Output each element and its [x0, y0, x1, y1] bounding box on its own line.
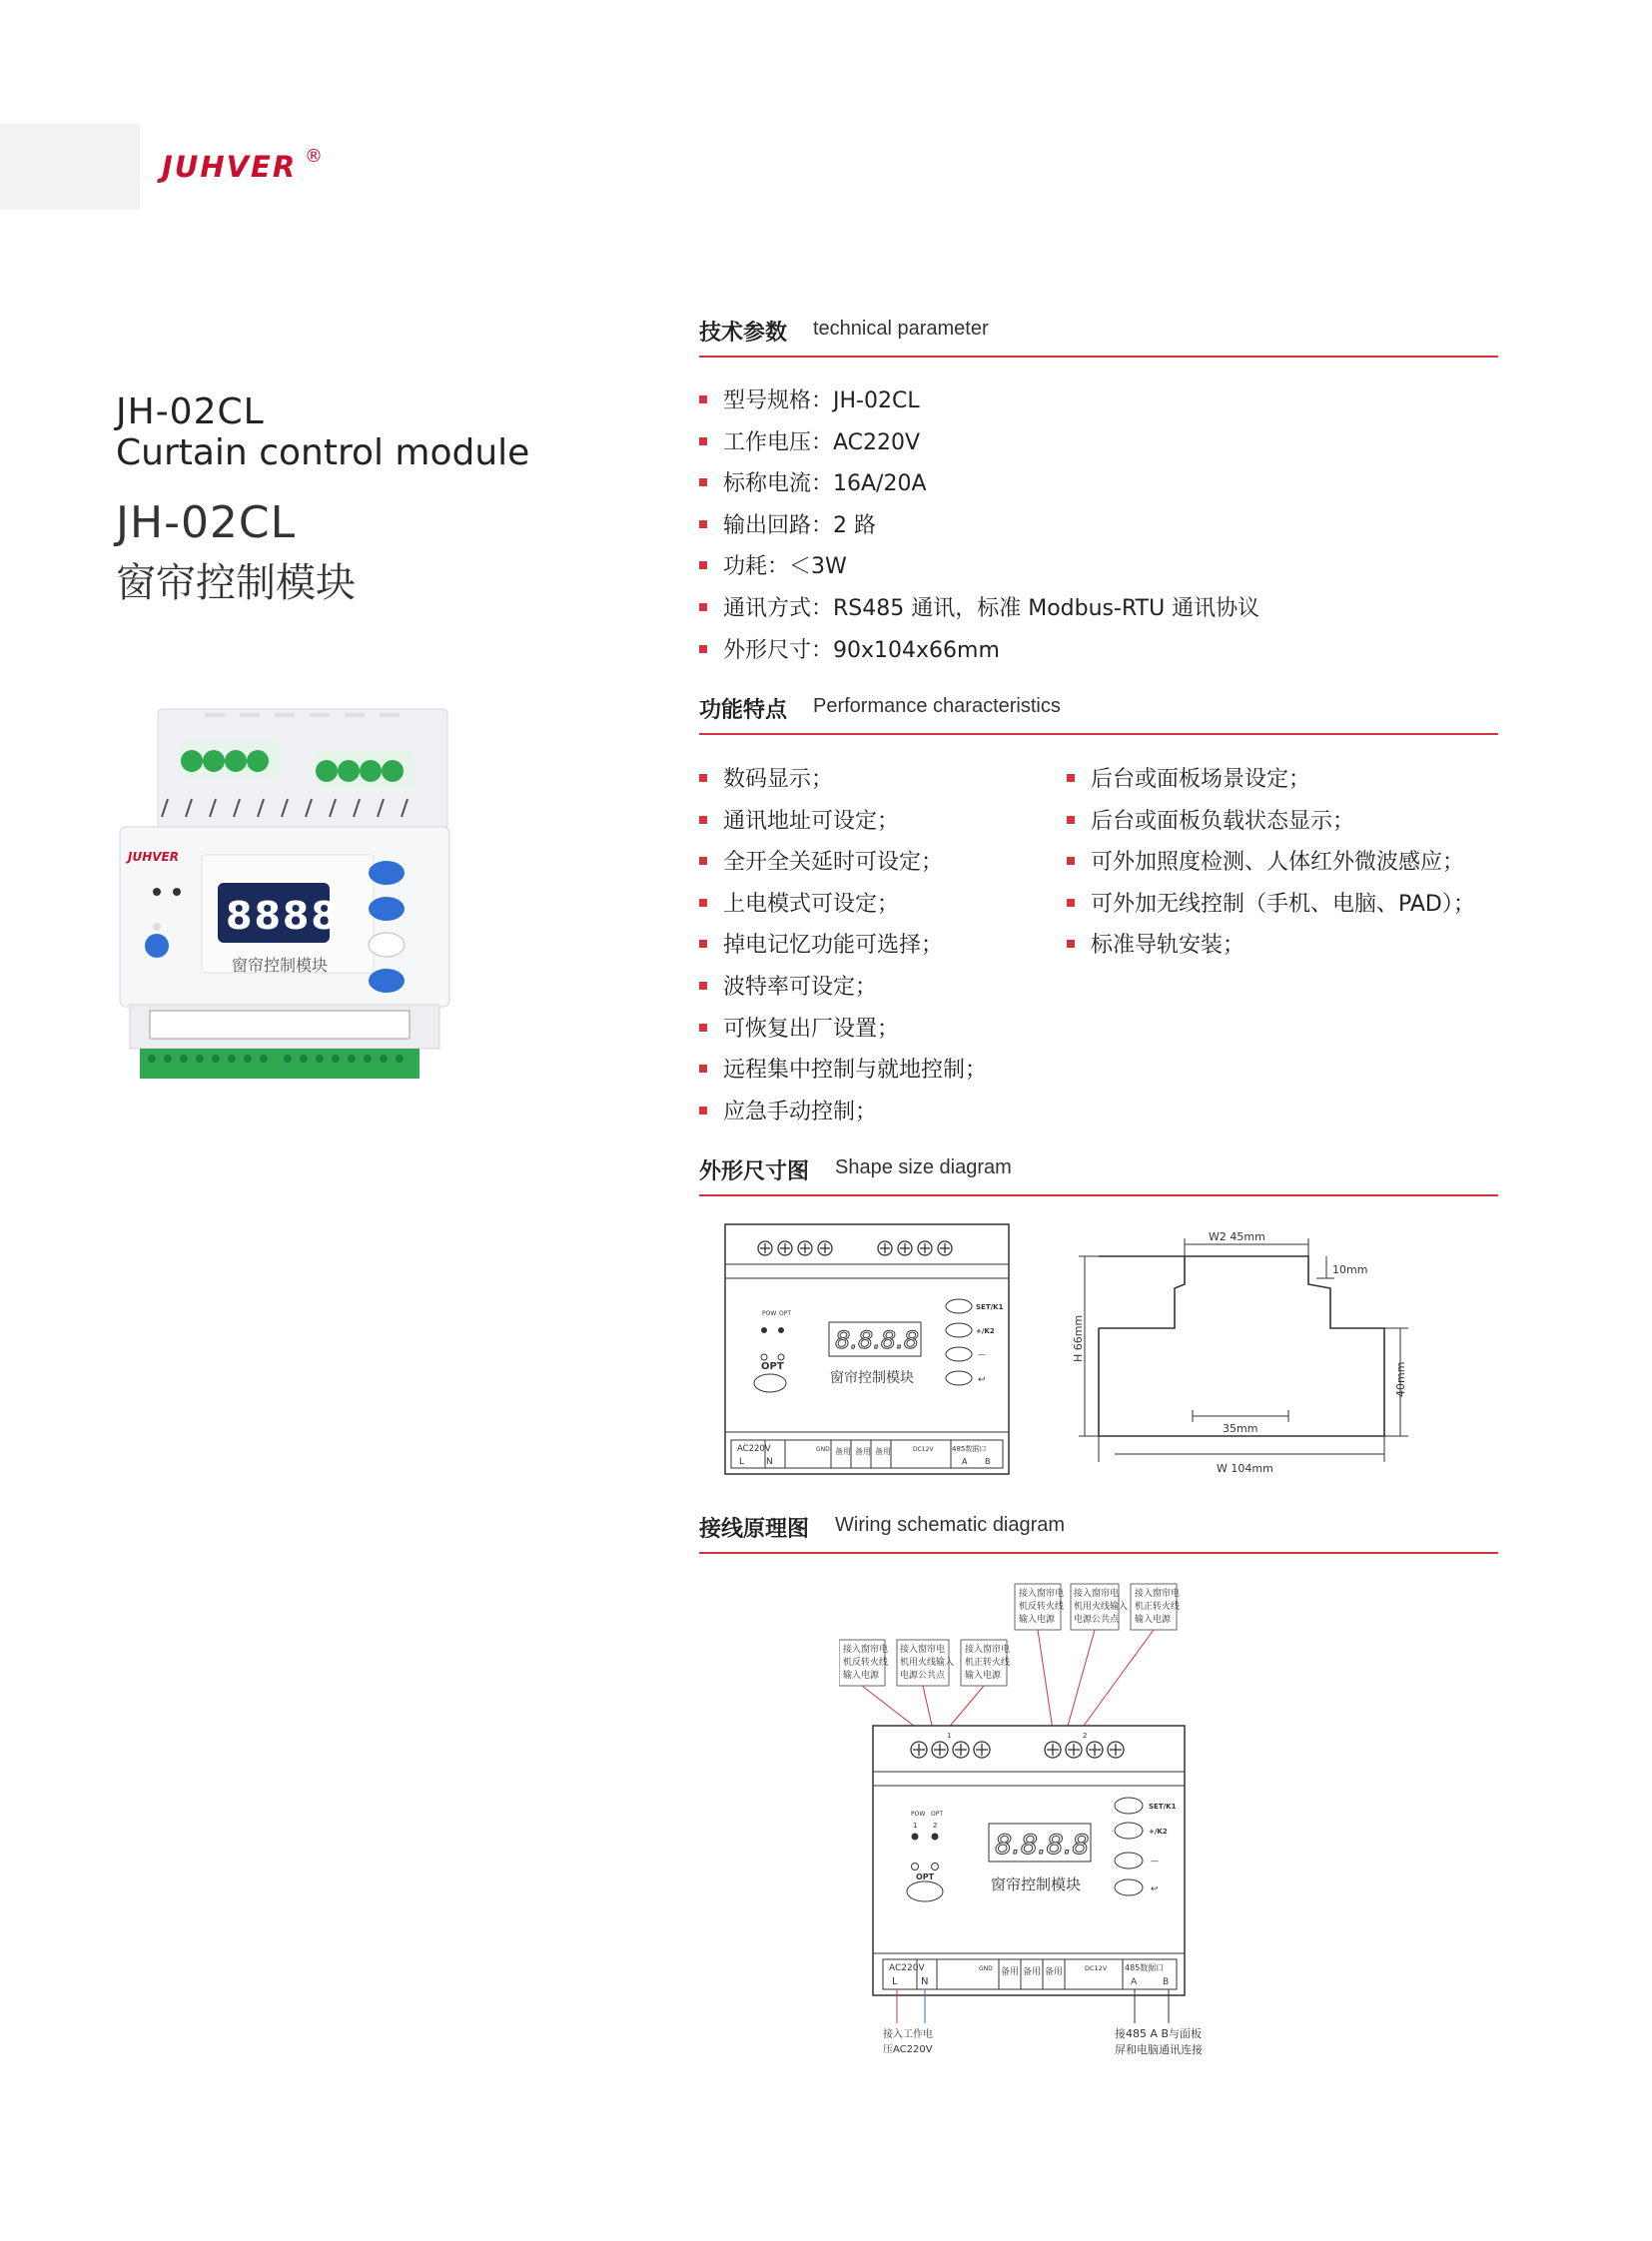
tech-item: 外形尺寸：90x104x66mm [699, 633, 1259, 675]
svg-text:DC12V: DC12V [1085, 1964, 1108, 1972]
feature-item: 可恢复出厂设置； [699, 1012, 987, 1054]
svg-text:B: B [1163, 1977, 1170, 1987]
feature-item: 全开全关延时可设定； [699, 845, 987, 887]
svg-text:JUHVER: JUHVER [128, 850, 179, 864]
dim-rail-width: 35mm [1223, 1422, 1258, 1435]
svg-text:A: A [1131, 1977, 1138, 1987]
svg-text:备用: 备用 [875, 1447, 891, 1456]
svg-text:备用: 备用 [855, 1447, 871, 1456]
svg-text:2: 2 [933, 1822, 938, 1830]
svg-text:输入电源: 输入电源 [843, 1671, 880, 1681]
svg-text:输入电源: 输入电源 [965, 1671, 1002, 1681]
svg-text:接入窗帘电: 接入窗帘电 [843, 1645, 889, 1655]
svg-text:DC12V: DC12V [913, 1446, 934, 1453]
svg-text:OPT: OPT [916, 1872, 935, 1881]
tech-title-en: technical parameter [813, 318, 989, 340]
feature-item: 后台或面板负载状态显示； [1067, 804, 1475, 846]
svg-text:1: 1 [947, 1732, 952, 1740]
feature-item: 数码显示； [699, 762, 987, 804]
svg-text:↩: ↩ [1151, 1884, 1159, 1894]
feature-item: 通讯地址可设定； [699, 804, 987, 846]
svg-text:OPT: OPT [931, 1811, 944, 1818]
dim-top-step: 10mm [1332, 1263, 1368, 1276]
tech-item: 型号规格：JH-02CL [699, 383, 1259, 425]
wiring-title-en: Wiring schematic diagram [835, 1514, 1066, 1536]
svg-text:屏和电脑通讯连接: 屏和电脑通讯连接 [1115, 2043, 1203, 2056]
tech-list [699, 383, 1259, 674]
svg-text:B: B [985, 1457, 991, 1466]
svg-text:—: — [978, 1350, 986, 1359]
svg-text:—: — [1151, 1857, 1159, 1866]
logo-background [0, 124, 140, 210]
svg-text:机用火线输入: 机用火线输入 [900, 1658, 955, 1668]
svg-text:备用: 备用 [835, 1447, 851, 1456]
dim-width: W 104mm [1217, 1462, 1273, 1475]
svg-text:AC220V: AC220V [737, 1444, 771, 1454]
svg-text:8.8.8.8: 8.8.8.8 [995, 1830, 1090, 1861]
svg-text:GND: GND [979, 1965, 993, 1972]
svg-text:POW: POW [911, 1811, 926, 1818]
tech-title-cn: 技术参数 [699, 321, 788, 346]
tech-item: 功耗：＜3W [699, 549, 1259, 591]
svg-text:电源公共点: 电源公共点 [1074, 1615, 1120, 1625]
model-cn: JH-02CL [116, 497, 297, 548]
svg-text:N: N [766, 1457, 773, 1467]
feature-item: 可外加照度检测、人体红外微波感应； [1067, 845, 1475, 887]
svg-text:备用: 备用 [1023, 1967, 1042, 1977]
svg-text:485数据口: 485数据口 [952, 1445, 987, 1453]
svg-text:机正转火线: 机正转火线 [965, 1658, 1011, 1668]
svg-text:接入窗帘电: 接入窗帘电 [1074, 1589, 1120, 1599]
svg-text:L: L [739, 1457, 745, 1467]
opt-small-label: OPT [779, 1310, 792, 1317]
svg-text:机用火线输入: 机用火线输入 [1074, 1602, 1129, 1612]
svg-text:SET/K1: SET/K1 [976, 1303, 1004, 1311]
svg-text:2: 2 [1083, 1732, 1088, 1740]
feature-item: 标准导轨安装； [1067, 928, 1475, 970]
tech-item: 通讯方式：RS485 通讯，标准 Modbus-RTU 通讯协议 [699, 591, 1259, 633]
svg-text:+/K2: +/K2 [1149, 1828, 1168, 1836]
svg-text:↩: ↩ [978, 1375, 986, 1385]
features-title-cn: 功能特点 [699, 698, 788, 723]
svg-text:N: N [921, 1976, 929, 1987]
opt-button-label: OPT [761, 1361, 784, 1372]
front-view-diagram [723, 1222, 1013, 1478]
svg-text:接485 A B与面板: 接485 A B与面板 [1115, 2027, 1203, 2040]
dim-rail: 40mm [1394, 1361, 1407, 1397]
wiring-section-header [699, 1512, 1498, 1554]
shape-section-header [699, 1154, 1498, 1196]
features-section-header [699, 693, 1498, 735]
svg-text:L: L [892, 1976, 898, 1987]
bottom-terminals [140, 1049, 419, 1079]
svg-text:接入窗帘电: 接入窗帘电 [1019, 1589, 1065, 1599]
tech-item: 标称电流：16A/20A [699, 466, 1259, 508]
wiring-diagram [839, 1578, 1219, 2077]
display-digits: 8.8.8.8 [835, 1326, 919, 1354]
svg-text:电源公共点: 电源公共点 [900, 1671, 946, 1681]
svg-text:接入窗帘电: 接入窗帘电 [965, 1645, 1011, 1655]
brand-logo: JUHVER [162, 150, 298, 184]
photo-module-label: 窗帘控制模块 [232, 956, 329, 975]
feature-item: 远程集中控制与就地控制； [699, 1053, 987, 1095]
side-view-diagram [1069, 1222, 1428, 1486]
svg-text:输入电源: 输入电源 [1135, 1615, 1172, 1625]
svg-text:8888: 8888 [226, 894, 340, 938]
name-cn: 窗帘控制模块 [116, 560, 356, 606]
features-list-left [699, 762, 987, 1135]
tech-item: 输出回路：2 路 [699, 508, 1259, 550]
svg-text:窗帘控制模块: 窗帘控制模块 [991, 1875, 1082, 1893]
svg-text:A: A [962, 1457, 968, 1466]
svg-text:备用: 备用 [1001, 1967, 1020, 1977]
dim-w2: W2 45mm [1209, 1230, 1265, 1243]
svg-text:机反转火线: 机反转火线 [843, 1658, 889, 1668]
svg-text:接入窗帘电: 接入窗帘电 [900, 1645, 946, 1655]
svg-text:备用: 备用 [1045, 1967, 1064, 1977]
feature-item: 上电模式可设定； [699, 887, 987, 929]
dim-height: H 66mm [1072, 1314, 1085, 1362]
product-photo [110, 699, 509, 1119]
model-en: JH-02CL [116, 391, 265, 432]
svg-text:机正转火线: 机正转火线 [1135, 1602, 1181, 1612]
feature-item: 可外加无线控制（手机、电脑、PAD）； [1067, 887, 1475, 929]
front-module-label: 窗帘控制模块 [830, 1370, 914, 1386]
tech-section-header [699, 316, 1498, 358]
shape-title-en: Shape size diagram [835, 1156, 1012, 1178]
pow-label: POW [762, 1310, 777, 1317]
svg-text:接入窗帘电: 接入窗帘电 [1135, 1589, 1181, 1599]
svg-text:SET/K1: SET/K1 [1149, 1803, 1177, 1811]
svg-text:485数据口: 485数据口 [1125, 1963, 1165, 1972]
svg-text:机反转火线: 机反转火线 [1019, 1602, 1065, 1612]
feature-item: 波特率可设定； [699, 970, 987, 1012]
tech-item: 工作电压：AC220V [699, 425, 1259, 467]
svg-text:1: 1 [913, 1822, 918, 1830]
registered-mark: ® [305, 146, 323, 167]
feature-item: 掉电记忆功能可选择； [699, 928, 987, 970]
shape-title-cn: 外形尺寸图 [699, 1159, 810, 1184]
feature-item: 后台或面板场景设定； [1067, 762, 1475, 804]
name-en: Curtain control module [116, 432, 530, 473]
svg-text:压AC220V: 压AC220V [883, 2044, 933, 2055]
svg-text:AC220V: AC220V [889, 1963, 925, 1973]
svg-text:GND: GND [816, 1446, 830, 1453]
features-title-en: Performance characteristics [813, 695, 1061, 717]
svg-text:+/K2: +/K2 [976, 1327, 995, 1335]
wiring-title-cn: 接线原理图 [699, 1517, 810, 1542]
feature-item: 应急手动控制； [699, 1095, 987, 1136]
svg-text:接入工作电: 接入工作电 [883, 2029, 933, 2040]
svg-text:输入电源: 输入电源 [1019, 1615, 1056, 1625]
features-list-right [1067, 762, 1475, 970]
